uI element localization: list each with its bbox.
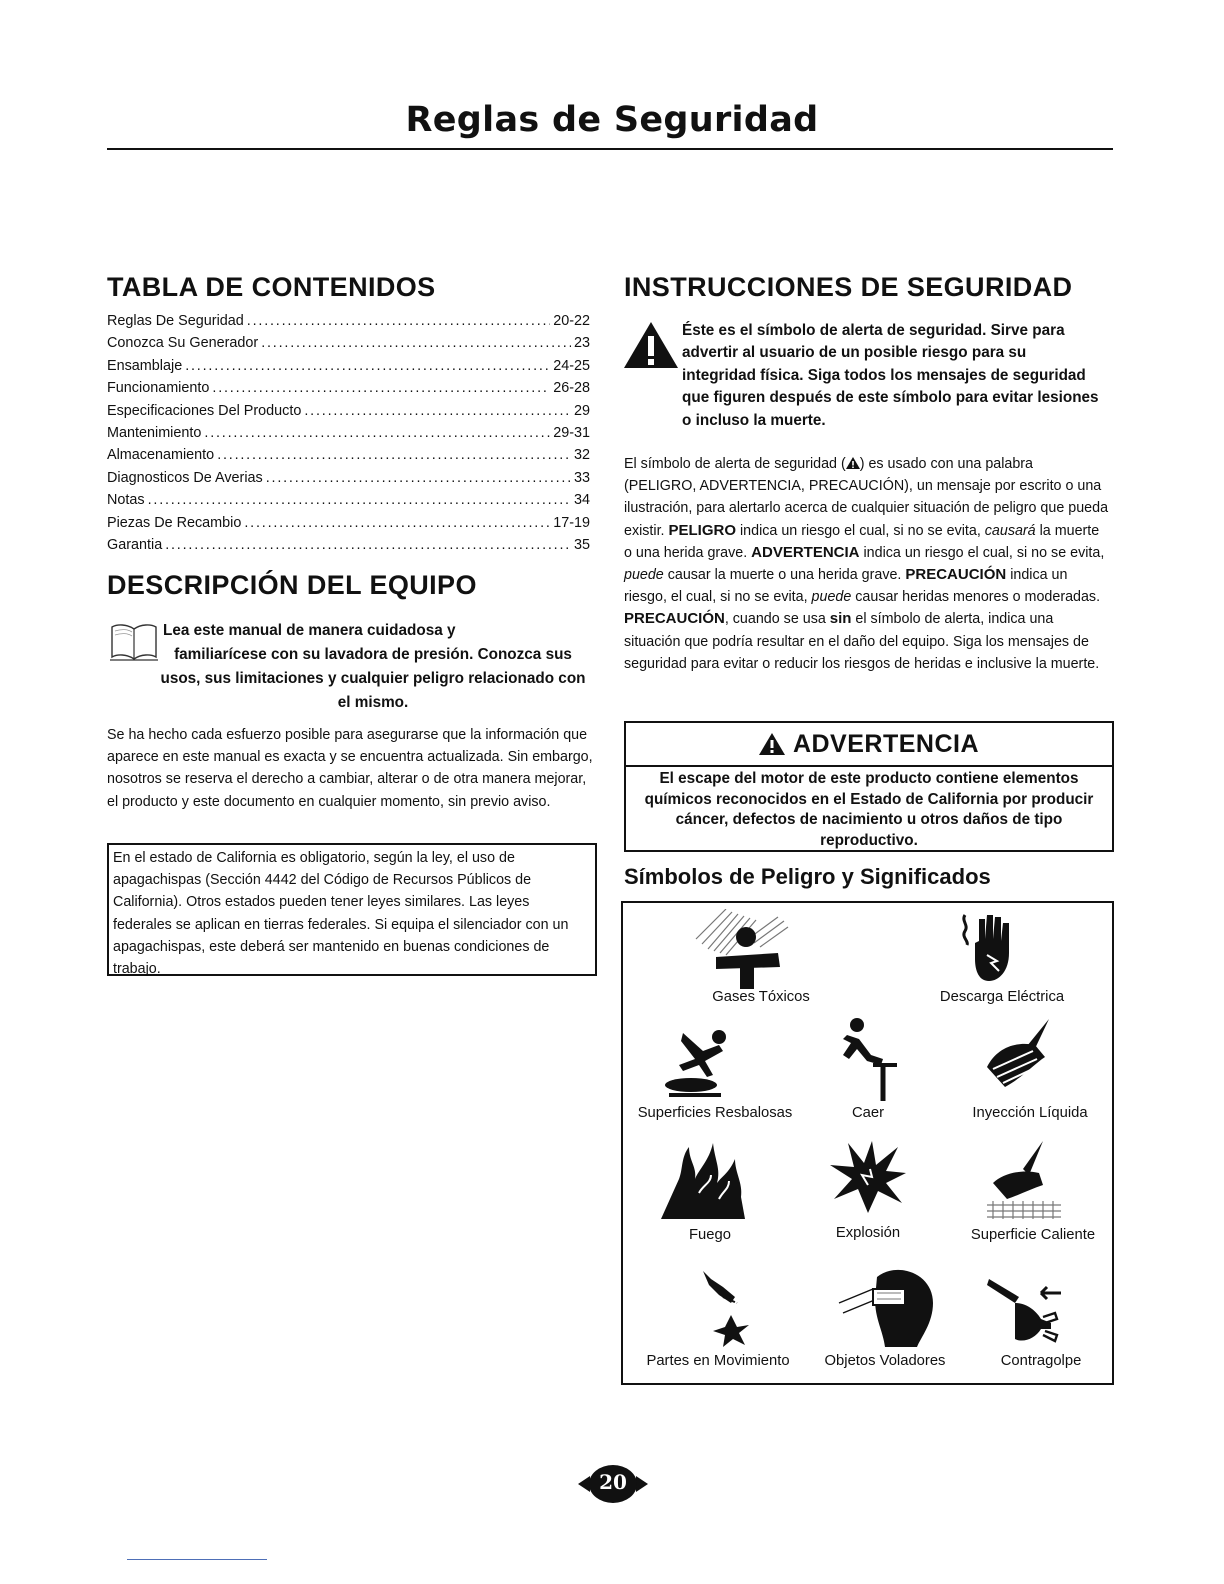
kickback-icon — [985, 1273, 1065, 1347]
toc-list — [107, 310, 590, 556]
toc-item-label: Garantia — [107, 536, 163, 553]
precaucion-word: PRECAUCIÓN — [905, 566, 1007, 584]
toc-item — [107, 444, 590, 466]
toc-heading: TABLA DE CONTENIDOS — [107, 272, 436, 302]
toc-item-label: Funcionamiento — [107, 380, 210, 397]
toc-item-pages: 26-28 — [553, 380, 590, 397]
toxic-gas-icon — [688, 909, 798, 989]
symbol-label-fire: Fuego — [689, 1227, 731, 1243]
safety-heading: INSTRUCCIONES DE SEGURIDAD — [624, 272, 1073, 302]
toc-item-pages: 29-31 — [553, 424, 590, 441]
toc-item-pages: 32 — [573, 447, 590, 464]
description-intro-rest: familiarícese con su lavadora de presión. Conozca sus usos, sus limitaciones y cualquier peligro relacionado con el mismo. — [160, 646, 586, 711]
warning-alert-icon — [759, 733, 785, 755]
description-intro-line1: Lea este manual de manera cuidadosa y — [163, 622, 456, 639]
warning-heading: ADVERTENCIA — [792, 729, 980, 758]
safety-intro: Éste es el símbolo de alerta de seguridad. Sirve para advertir al usuario de un posible riesgo para su integridad física. Siga todos los mensajes de seguridad que figuren después de este símbolo para evitar lesiones o incluso la muerte. — [682, 322, 1099, 429]
toc-item-pages: 24-25 — [553, 357, 590, 374]
toc-item-pages: 33 — [573, 469, 590, 486]
precaucion-word: PRECAUCIÓN — [624, 610, 725, 628]
symbol-label-toxic-gas: Gases Tóxicos — [712, 989, 810, 1005]
description-body: Se ha hecho cada esfuerzo posible para asegurarse que la información que aparece en este manual es exacta y se encuentra actualizada. Sin embargo, nosotros se reserva el derecho a cambiar, alterar o de otra manera mejorar, el producto y este documento en cualquier momento, sin previo aviso. — [107, 727, 593, 810]
warning-text: El escape del motor de este producto contiene elementos químicos reconocidos en el Estado de California por producir cáncer, defectos de nacimiento u otros daños de tipo reproductivo. — [644, 770, 1094, 849]
safety-body-text: indica un riesgo el cual, si no se evita, — [859, 544, 1105, 561]
safety-body — [624, 453, 1109, 675]
toc-item — [107, 422, 590, 444]
safety-body-text: ) es usado con una palabra (PELIGRO, ADVERTENCIA, PRECAUCIÓN), un mensaje por escrito o una ilustración, para alertarlo acerca de cualquier situación de peligro que pueda existir. — [624, 456, 1109, 539]
page-title: Reglas de Seguridad — [405, 100, 819, 140]
toc-item-pages: 17-19 — [553, 514, 590, 531]
fire-icon — [659, 1139, 749, 1223]
safety-body-text: , cuando se usa — [724, 611, 830, 628]
hot-surface-icon — [983, 1139, 1063, 1221]
symbol-label-electric-shock: Descarga Eléctrica — [939, 989, 1065, 1005]
safety-body-text: causar heridas menores o moderadas. — [851, 589, 1101, 606]
safety-body-text: causar la muerte o una herida grave. — [663, 567, 906, 584]
explosion-icon — [828, 1139, 908, 1215]
description-intro — [160, 619, 593, 715]
symbol-label-kickback: Contragolpe — [1000, 1353, 1082, 1369]
inline-alert-icon — [846, 457, 860, 469]
advertencia-word: ADVERTENCIA — [751, 543, 860, 561]
toc-item — [107, 377, 590, 399]
symbol-label-fall: Caer — [851, 1105, 885, 1121]
toc-item — [107, 400, 590, 422]
toc-item-label: Almacenamiento — [107, 447, 215, 464]
puede-word: puede — [811, 589, 852, 606]
toc-item — [107, 355, 590, 377]
toc-item-pages: 23 — [573, 335, 590, 352]
footer-line — [127, 1559, 267, 1560]
safety-body-text: indica un riesgo, el cual, si no se evita, — [624, 567, 1068, 606]
page-number: 20 — [599, 1470, 627, 1494]
safety-body-text: el símbolo de alerta, indica una situación que podría resultar en el daño del equipo. Siga los mensajes de seguridad para evitar o reducir los riesgos de heridas e inclusive la muerte. — [624, 611, 1100, 672]
hazard-symbols-box — [621, 901, 1114, 1385]
sin-word: sin — [829, 610, 852, 628]
puede-word: puede — [624, 567, 664, 584]
toc-item-label: Piezas De Recambio — [107, 514, 242, 531]
symbols-heading: Símbolos de Peligro y Significados — [624, 864, 991, 889]
california-note-box: En el estado de California es obligatorio, según la ley, el uso de apagachispas (Sección 4442 del Código de Recursos Públicos de California). Otros estados pueden tener leyes similares. Las leyes federales se aplican en tierras federales. Si equipa el silenciador con un apagachispas, este deberá ser mantenido en buenas condiciones de trabajo. — [107, 843, 597, 976]
causara-word: causará — [984, 522, 1036, 539]
safety-body-text: El símbolo de alerta de seguridad ( — [624, 456, 846, 472]
title-rule — [107, 148, 1113, 150]
symbol-label-moving-parts: Partes en Movimiento — [646, 1353, 790, 1369]
toc-item — [107, 332, 590, 354]
symbol-label-slippery: Superficies Resbalosas — [637, 1105, 793, 1121]
safety-body-text: indica un riesgo el cual, si no se evita, — [736, 522, 985, 539]
toc-item-pages: 35 — [573, 536, 590, 553]
slippery-surface-icon — [663, 1021, 743, 1101]
symbol-label-hot-surface: Superficie Caliente — [970, 1227, 1096, 1243]
toc-item — [107, 512, 590, 534]
toc-item — [107, 467, 590, 489]
fluid-injection-icon — [983, 1017, 1063, 1097]
electric-shock-icon — [959, 911, 1029, 983]
toc-item — [107, 489, 590, 511]
description-heading: DESCRIPCIÓN DEL EQUIPO — [107, 570, 477, 600]
toc-item-label: Diagnosticos De Averias — [107, 469, 263, 486]
fall-icon — [833, 1015, 903, 1105]
toc-item-label: Mantenimiento — [107, 424, 202, 441]
toc-item-label: Reglas De Seguridad — [107, 313, 244, 329]
toc-item-label: Conozca Su Generador — [107, 335, 259, 352]
moving-parts-icon — [701, 1269, 761, 1349]
safety-body-text: la muerte o una herida grave. — [624, 522, 1100, 561]
toc-item-pages: 34 — [573, 492, 590, 509]
safety-alert-icon — [622, 320, 680, 370]
symbol-label-fluid-injection: Inyección Líquida — [972, 1105, 1088, 1121]
warning-header — [626, 723, 1112, 767]
toc-item-label: Ensamblaje — [107, 357, 183, 374]
toc-item-label: Especificaciones Del Producto — [107, 402, 302, 419]
flying-objects-icon — [837, 1267, 937, 1349]
toc-item-pages: 29 — [573, 402, 590, 419]
toc-item-label: Notas — [107, 492, 145, 509]
symbol-label-explosion: Explosión — [835, 1225, 901, 1241]
toc-item — [107, 534, 590, 556]
toc-item — [107, 310, 590, 332]
book-icon — [109, 621, 159, 663]
symbol-label-flying-objects: Objetos Voladores — [824, 1353, 946, 1369]
peligro-word: PELIGRO — [668, 521, 737, 539]
warning-box — [624, 721, 1114, 852]
toc-item-pages: 20-22 — [553, 313, 590, 329]
